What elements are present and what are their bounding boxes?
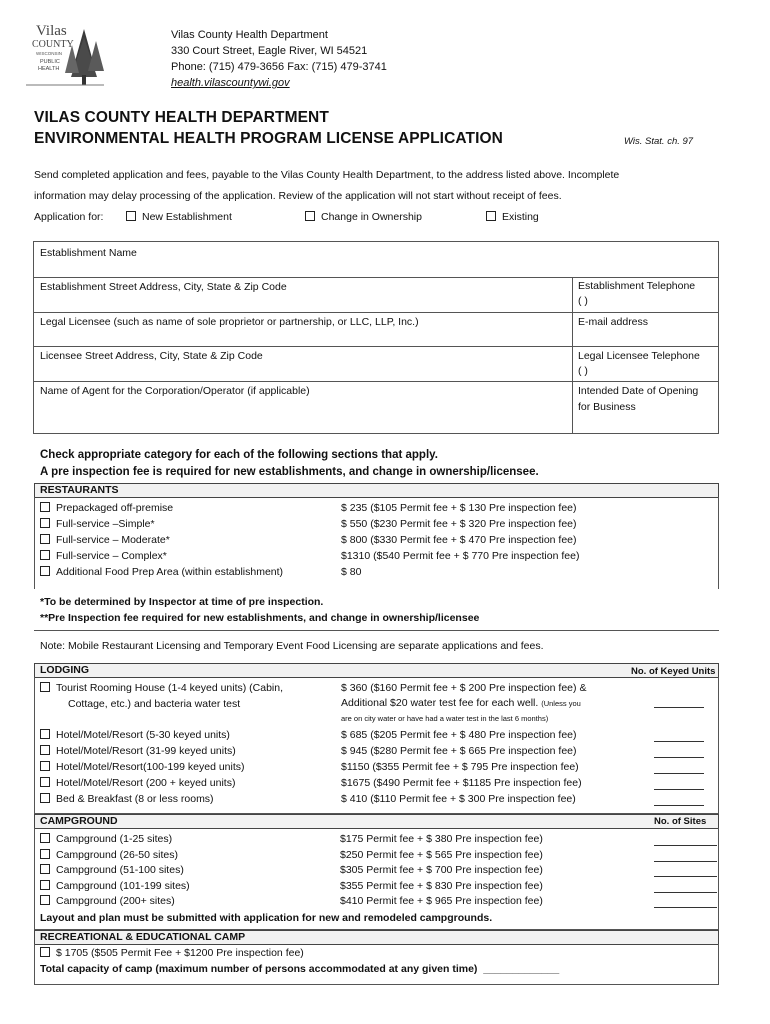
intro-line2: information may delay processing of the application. Review of the application will not start without receipt of fees. <box>34 190 562 202</box>
logo-text-health: HEALTH <box>38 66 60 72</box>
opening-date-field-line2: for Business <box>578 401 636 413</box>
lodging-option-2-fee: $1150 ($355 Permit fee + $ 795 Pre inspection fee) <box>341 761 579 773</box>
camp-capacity-field[interactable] <box>40 963 559 975</box>
checkbox-icon[interactable] <box>40 895 50 905</box>
restaurant-option-2-fee: $ 800 ($330 Permit fee + $ 470 Pre inspection fee) <box>341 534 577 546</box>
lodging-option-0-fee: $ 685 ($205 Permit fee + $ 480 Pre inspection fee) <box>341 729 577 741</box>
tourist-fee-text: Additional $20 water test fee for each well. <box>341 697 539 709</box>
restaurant-option-4-label: Additional Food Prep Area (within establishment) <box>56 566 284 578</box>
checkbox-icon[interactable] <box>40 880 50 890</box>
establishment-name-field[interactable]: Establishment Name <box>40 247 137 259</box>
tourist-fee-note: (Unless you <box>541 699 581 708</box>
restaurants-header: RESTAURANTS <box>40 484 119 496</box>
application-for-label: Application for: <box>34 211 104 223</box>
legal-licensee-field[interactable]: Legal Licensee (such as name of sole proprietor or partnership, or LLC, LLP, Inc.) <box>40 316 419 328</box>
campground-option-3[interactable] <box>40 880 190 892</box>
restaurant-option-2[interactable] <box>40 534 170 546</box>
campground-header: CAMPGROUND <box>40 815 118 827</box>
lodging-option-0-label: Hotel/Motel/Resort (5-30 keyed units) <box>56 729 230 741</box>
licensee-phone-field[interactable]: Legal Licensee Telephone <box>578 350 700 362</box>
lodging-option-4[interactable] <box>40 793 214 805</box>
statute-reference: Wis. Stat. ch. 97 <box>624 136 694 147</box>
checkbox-icon[interactable] <box>40 833 50 843</box>
checkbox-icon[interactable] <box>40 550 50 560</box>
note-inspector: *To be determined by Inspector at time of pre inspection. <box>40 596 324 608</box>
restaurants-header-bar <box>34 483 719 498</box>
tourist-label-line2: Cottage, etc.) and bacteria water test <box>68 698 241 710</box>
org-phone: Phone: (715) 479-3656 Fax: (715) 479-3741 <box>171 61 387 73</box>
restaurant-option-3[interactable] <box>40 550 167 562</box>
note-mobile: Note: Mobile Restaurant Licensing and Temporary Event Food Licensing are separate applications and fees. <box>40 640 544 652</box>
email-field[interactable]: E-mail address <box>578 316 649 328</box>
checkbox-icon[interactable] <box>40 947 50 957</box>
option-label: New Establishment <box>142 211 232 223</box>
tourist-fee-line3: are on city water or have had a water test in the last 6 months) <box>341 714 549 723</box>
restaurant-option-4[interactable] <box>40 566 283 578</box>
lodging-option-4-fee: $ 410 ($110 Permit fee + $ 300 Pre inspection fee) <box>341 793 576 805</box>
checkbox-icon[interactable] <box>40 761 50 771</box>
establishment-phone-paren: ( ) <box>578 295 588 307</box>
restaurant-option-1-fee: $ 550 ($230 Permit fee + $ 320 Pre inspection fee) <box>341 518 577 530</box>
restaurant-option-0-label: Prepackaged off-premise <box>56 502 174 514</box>
campground-option-0-fee: $175 Permit fee + $ 380 Pre inspection fee) <box>340 833 543 845</box>
licensee-address-field[interactable]: Licensee Street Address, City, State & Zip Code <box>40 350 263 362</box>
logo-text-vilas: Vilas <box>36 23 67 39</box>
tourist-rooming-checkbox[interactable] <box>40 682 283 694</box>
campground-option-1-count-blank[interactable] <box>654 861 717 862</box>
tourist-label: Tourist Rooming House (1-4 keyed units) (Cabin, <box>56 682 284 694</box>
restaurant-option-1-label: Full-service –Simple* <box>56 518 155 530</box>
checkbox-icon[interactable] <box>40 502 50 512</box>
campground-option-3-count-blank[interactable] <box>654 892 717 893</box>
lodging-option-3[interactable] <box>40 777 235 789</box>
establishment-phone-field[interactable]: Establishment Telephone <box>578 280 696 292</box>
restaurant-option-3-label: Full-service – Complex* <box>56 550 167 562</box>
recreational-fee: $ 1705 ($505 Permit Fee + $1200 Pre inspection fee) <box>56 947 304 959</box>
instructions-line1: Check appropriate category for each of the following sections that apply. <box>40 449 438 461</box>
intro-line1: Send completed application and fees, payable to the Vilas County Health Department, to the address listed above. Incomplete <box>34 169 620 181</box>
org-website[interactable]: health.vilascountywi.gov <box>171 77 290 89</box>
campground-option-3-fee: $355 Permit fee + $ 830 Pre inspection fee) <box>340 879 543 892</box>
opening-date-field[interactable]: Intended Date of Opening <box>578 385 699 397</box>
agent-field[interactable]: Name of Agent for the Corporation/Operator (if applicable) <box>40 385 310 397</box>
restaurant-option-3-fee: $1310 ($540 Permit fee + $ 770 Pre inspection fee) <box>341 550 580 562</box>
campground-option-4-label: Campground (200+ sites) <box>56 895 175 907</box>
campground-option-4-fee: $410 Permit fee + $ 965 Pre inspection fee) <box>340 895 543 907</box>
lodging-option-2-count-blank[interactable] <box>654 773 704 774</box>
lodging-option-1[interactable] <box>40 745 236 757</box>
checkbox-icon[interactable] <box>40 793 50 803</box>
lodging-option-1-label: Hotel/Motel/Resort (31-99 keyed units) <box>56 745 236 757</box>
restaurant-option-2-label: Full-service – Moderate* <box>56 534 170 546</box>
lodging-option-2-label: Hotel/Motel/Resort(100-199 keyed units) <box>56 761 245 773</box>
option-label: Existing <box>502 211 539 223</box>
lodging-header-bar <box>34 663 719 678</box>
restaurant-option-1[interactable] <box>40 518 155 530</box>
tourist-units-blank[interactable] <box>654 707 704 708</box>
campground-option-0-label: Campground (1-25 sites) <box>56 833 173 845</box>
lodging-option-3-label: Hotel/Motel/Resort (200 + keyed units) <box>56 777 236 789</box>
campground-option-3-label: Campground (101-199 sites) <box>56 879 190 892</box>
licensee-phone-paren: ( ) <box>578 365 588 377</box>
campground-header-bar <box>34 814 719 829</box>
campground-option-4-count-blank[interactable] <box>654 907 717 908</box>
checkbox-icon[interactable] <box>40 566 50 576</box>
tourist-fee-line1: $ 360 ($160 Permit fee + $ 200 Pre inspection fee) & <box>341 682 587 694</box>
campground-option-0-count-blank[interactable] <box>654 845 717 846</box>
org-address: 330 Court Street, Eagle River, WI 54521 <box>171 45 368 57</box>
checkbox-icon[interactable] <box>40 518 50 528</box>
page-title-line1: VILAS COUNTY HEALTH DEPARTMENT <box>34 109 329 126</box>
campground-option-4[interactable] <box>40 895 175 907</box>
logo-text-county: COUNTY <box>32 39 74 50</box>
campground-option-1[interactable] <box>40 849 178 861</box>
restaurant-option-0[interactable] <box>40 502 173 514</box>
county-logo <box>24 25 106 89</box>
checkbox-icon[interactable] <box>40 777 50 787</box>
checkbox-icon[interactable] <box>40 729 50 739</box>
checkbox-icon[interactable] <box>40 864 50 874</box>
logo-text-wisconsin: WISCONSIN <box>36 51 63 56</box>
sites-header: No. of Sites <box>654 816 707 827</box>
checkbox-icon[interactable] <box>126 211 136 221</box>
checkbox-icon[interactable] <box>486 211 496 221</box>
new-establishment-checkbox[interactable] <box>126 211 232 223</box>
checkbox-icon[interactable] <box>305 211 315 221</box>
note-preinspection: **Pre Inspection fee required for new establishments, and change in ownership/licensee <box>40 612 480 624</box>
campground-option-2-label: Campground (51-100 sites) <box>56 864 184 876</box>
lodging-header: LODGING <box>40 664 89 676</box>
lodging-option-3-fee: $1675 ($490 Permit fee + $1185 Pre inspection fee) <box>341 777 582 789</box>
capacity-blank[interactable]: _____________ <box>483 963 560 975</box>
lodging-option-1-fee: $ 945 ($280 Permit fee + $ 665 Pre inspection fee) <box>341 745 577 757</box>
campground-option-0[interactable] <box>40 833 172 845</box>
checkbox-icon[interactable] <box>40 682 50 692</box>
recreational-camp-checkbox[interactable] <box>40 947 304 959</box>
campground-option-2-count-blank[interactable] <box>654 876 717 877</box>
lodging-option-0-count-blank[interactable] <box>654 741 704 742</box>
change-ownership-checkbox[interactable] <box>305 211 422 223</box>
lodging-option-1-count-blank[interactable] <box>654 757 704 758</box>
capacity-label: Total capacity of camp (maximum number of persons accommodated at any given time) <box>40 963 478 975</box>
lodging-option-2[interactable] <box>40 761 245 773</box>
checkbox-icon[interactable] <box>40 534 50 544</box>
instructions-line2: A pre inspection fee is required for new establishments, and change in ownership/licensee. <box>40 466 539 478</box>
org-name: Vilas County Health Department <box>171 29 328 41</box>
restaurant-option-4-fee: $ 80 <box>341 566 362 578</box>
existing-checkbox[interactable] <box>486 211 539 223</box>
lodging-option-0[interactable] <box>40 729 230 741</box>
restaurant-option-0-fee: $ 235 ($105 Permit fee + $ 130 Pre inspection fee) <box>341 502 577 514</box>
lodging-option-4-count-blank[interactable] <box>654 805 704 806</box>
checkbox-icon[interactable] <box>40 849 50 859</box>
lodging-option-3-count-blank[interactable] <box>654 789 704 790</box>
campground-option-2[interactable] <box>40 864 184 876</box>
checkbox-icon[interactable] <box>40 745 50 755</box>
keyed-units-header: No. of Keyed Units <box>631 666 716 677</box>
campground-option-2-fee: $305 Permit fee + $ 700 Pre inspection fee) <box>340 864 543 876</box>
page-title-line2: ENVIRONMENTAL HEALTH PROGRAM LICENSE APPLICATION <box>34 130 503 147</box>
recreational-header: RECREATIONAL & EDUCATIONAL CAMP <box>40 931 246 943</box>
tourist-fee-line2 <box>341 697 581 709</box>
campground-option-1-fee: $250 Permit fee + $ 565 Pre inspection fee) <box>340 848 543 861</box>
campground-option-1-label: Campground (26-50 sites) <box>56 848 178 861</box>
establishment-address-field[interactable]: Establishment Street Address, City, State & Zip Code <box>40 281 287 293</box>
option-label: Change in Ownership <box>321 211 422 223</box>
campground-layout-note: Layout and plan must be submitted with application for new and remodeled campgrounds. <box>40 912 493 924</box>
logo-text-public: PUBLIC <box>40 59 60 65</box>
lodging-option-4-label: Bed & Breakfast (8 or less rooms) <box>56 793 214 805</box>
